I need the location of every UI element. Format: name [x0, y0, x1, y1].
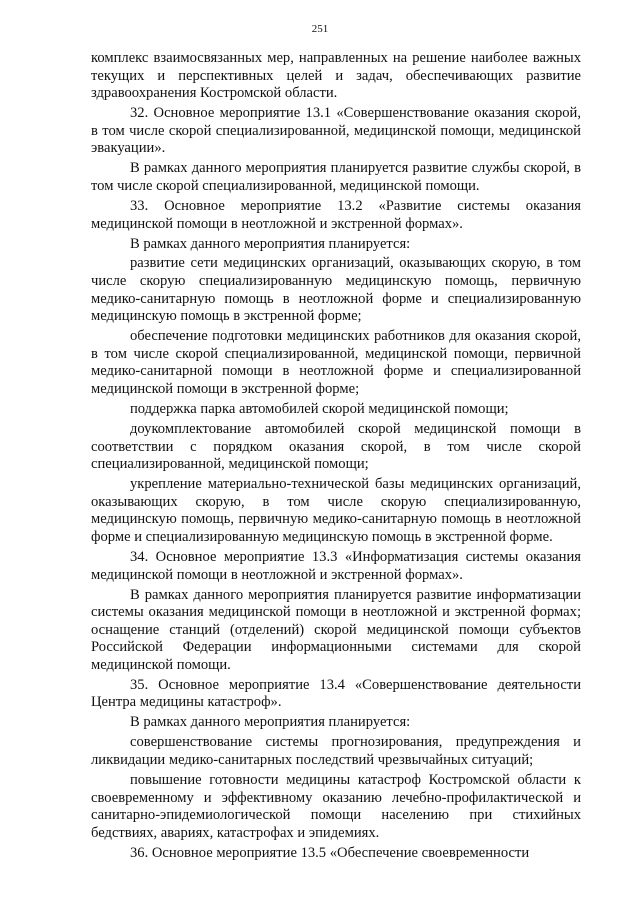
list-item-staff-training: обеспечение подготовки медицинских работников для оказания скорой, в том числе скорой специализированной, медицинской помощи, первичной медико-санитарной помощи в неотложной форме и специализированной медицинской помощи в экстренной форме; [91, 328, 581, 398]
page-number: 251 [311, 23, 329, 35]
paragraph-measure-13-1-plan: В рамках данного мероприятия планируется развитие службы скорой, в том числе скорой специализированной, медицинской помощи. [91, 160, 581, 194]
paragraph-measure-13-4: 35. Основное мероприятие 13.4 «Совершенствование деятельности Центра медицины катастроф». [91, 676, 581, 711]
paragraph-measure-13-5: 36. Основное мероприятие 13.5 «Обеспечение своевременности [130, 844, 530, 861]
document-body [91, 50, 581, 865]
list-item-forecasting-system: совершенствование системы прогнозирования, предупреждения и ликвидации медико-санитарных последствий чрезвычайных ситуаций; [91, 734, 581, 769]
list-item-material-base: укрепление материально-технической базы медицинских организаций, оказывающих скорую, в том числе скорую специализированную, медицинскую помощь, первичную медико-санитарную помощь в неотложной форме и специализированную медицинскую помощь в экстренной форме. [91, 476, 581, 545]
paragraph-measure-13-2-plan-intro: В рамках данного мероприятия планируется: [130, 235, 411, 252]
list-item-ambulance-equipment: доукомплектование автомобилей скорой медицинской помощи в соответствии с порядком оказания скорой, в том числе скорой специализированной, медицинской помощи; [91, 421, 581, 473]
paragraph-intro-continuation: комплекс взаимосвязанных мер, направленных на решение наиболее важных текущих и перспективных целей и задач, обеспечивающих развитие здравоохранения Костромской области. [91, 50, 581, 102]
paragraph-measure-13-2: 33. Основное мероприятие 13.2 «Развитие системы оказания медицинской помощи в неотложной и экстренной формах». [91, 197, 581, 232]
paragraph-measure-13-3: 34. Основное мероприятие 13.3 «Информатизация системы оказания медицинской помощи в неотложной и экстренной формах». [91, 548, 581, 583]
paragraph-measure-13-4-plan-intro: В рамках данного мероприятия планируется: [130, 714, 411, 731]
paragraph-measure-13-3-plan: В рамках данного мероприятия планируется развитие информатизации системы оказания медицинской помощи в неотложной и экстренной формах; оснащение станций (отделений) скорой медицинской помощи субъектов Российской Федерации информационными системами для скорой медицинской помощи. [91, 586, 581, 673]
list-item-network-development: развитие сети медицинских организаций, оказывающих скорую, в том числе скорую специализированную медицинскую помощь, первичную медико-санитарную помощь в неотложной форме и специализированную медицинскую помощь в экстренной форме; [91, 255, 581, 325]
paragraph-measure-13-1: 32. Основное мероприятие 13.1 «Совершенствование оказания скорой, в том числе скорой специализированной, медицинской помощи, медицинской эвакуации». [91, 105, 581, 157]
list-item-ambulance-fleet: поддержка парка автомобилей скорой медицинской помощи; [130, 401, 509, 418]
list-item-disaster-readiness: повышение готовности медицины катастроф Костромской области к своевременному и эффективному оказанию лечебно-профилактической и санитарно-эпидемиологической помощи населению при стихийных бедствиях, авариях, катастрофах и эпидемиях. [91, 772, 581, 841]
